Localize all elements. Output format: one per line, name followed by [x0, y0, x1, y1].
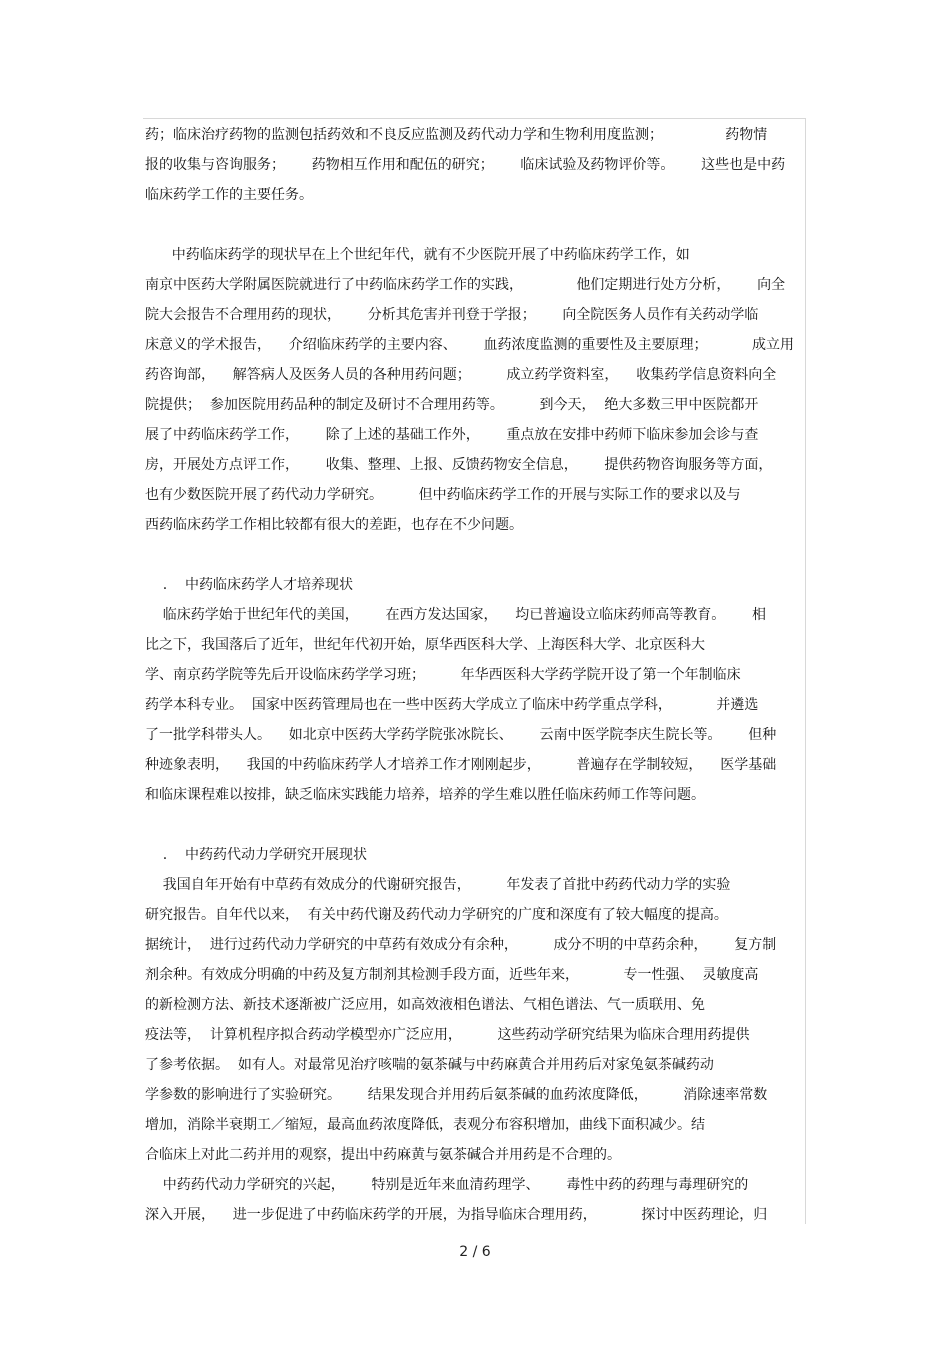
- text-line: 院提供； 参加医院用药品种的制定及研讨不合理用药等。 到今天， 绝大多数三甲中医院都开: [145, 397, 759, 413]
- text-line: 疫法等， 计算机程序拟合药动学模型亦广泛应用， 这些药动学研究结果为临床合理用药提供: [145, 1027, 750, 1043]
- text-line: 比之下，我国落后了近年，世纪年代初开始，原华西医科大学、上海医科大学、北京医科大: [145, 637, 705, 653]
- text-line: 房，开展处方点评工作， 收集、整理、上报、反馈药物安全信息， 提供药物咨询服务等方面，: [145, 457, 773, 473]
- text-line: 合临床上对此二药并用的观察，提出中药麻黄与氨茶碱合并用药是不合理的。: [145, 1147, 621, 1163]
- text-line: 南京中医药大学附属医院就进行了中药临床药学工作的实践， 他们定期进行处方分析， 向全: [145, 277, 786, 293]
- text-line: 床意义的学术报告， 介绍临床药学的主要内容、 血药浓度监测的重要性及主要原理； 成立用: [145, 337, 795, 353]
- text-line: 据统计， 进行过药代动力学研究的中草药有效成分有余种， 成分不明的中草药余种， 复方制: [145, 937, 777, 953]
- text-line: 院大会报告不合理用药的现状， 分析其危害并刊登于学报； 向全院医务人员作有关药动学临: [145, 307, 759, 323]
- text-line: 和临床课程难以按排，缺乏临床实践能力培养，培养的学生难以胜任临床药师工作等问题。: [145, 787, 705, 803]
- text-line: 临床药学始于世纪年代的美国， 在西方发达国家， 均已普遍设立临床药师高等教育。 相: [145, 607, 767, 623]
- text-line: 临床药学工作的主要任务。: [145, 187, 313, 203]
- text-line: 中药临床药学的现状早在上个世纪年代，就有不少医院开展了中药临床药学工作，如: [145, 247, 690, 263]
- text-line: 了一批学科带头人。 如北京中医药大学药学院张冰院长、 云南中医学院李庆生院长等。 但种: [145, 727, 777, 743]
- text-line: 我国自年开始有中草药有效成分的代谢研究报告， 年发表了首批中药药代动力学的实验: [145, 877, 731, 893]
- text-line: 药；临床治疗药物的监测包括药效和不良反应监测及药代动力学和生物利用度监测； 药物情: [145, 127, 768, 143]
- text-line: 学、南京药学院等先后开设临床药学学习班； 年华西医科大学药学院开设了第一个年制临床: [145, 667, 741, 683]
- text-line: 药学本科专业。 国家中医药管理局也在一些中医药大学成立了临床中药学重点学科， 并遴选: [145, 697, 759, 713]
- text-line: 报的收集与咨询服务； 药物相互作用和配伍的研究； 临床试验及药物评价等。 这些也是中药: [145, 157, 786, 173]
- text-line: 了参考依据。 如有人。对最常见治疗咳喘的氨茶碱与中药麻黄合并用药后对家兔氨茶碱药动: [145, 1057, 714, 1073]
- text-line: 深入开展， 进一步促进了中药临床药学的开展，为指导临床合理用药， 探讨中医药理论，归: [145, 1207, 768, 1223]
- text-line: 中药药代动力学研究的兴起， 特别是近年来血清药理学、 毒性中药的药理与毒理研究的: [145, 1177, 749, 1193]
- text-line: 展了中药临床药学工作， 除了上述的基础工作外， 重点放在安排中药师下临床参加会诊与查: [145, 427, 759, 443]
- text-line: 增加，消除半衰期工／缩短，最高血药浓度降低，表观分布容积增加，曲线下面积减少。结: [145, 1117, 705, 1133]
- text-line: 学参数的影响进行了实验研究。 结果发现合并用药后氨茶碱的血药浓度降低， 消除速率常数: [145, 1087, 768, 1103]
- text-line: 种迹象表明， 我国的中药临床药学人才培养工作才刚刚起步， 普遍存在学制较短， 医学基础: [145, 757, 777, 773]
- text-line: 剂余种。有效成分明确的中药及复方制剂其检测手段方面，近些年来， 专一性强、 灵敏度高: [145, 967, 759, 983]
- text-line: 西药临床药学工作相比较都有很大的差距，也存在不少问题。: [145, 517, 523, 533]
- text-line: 药咨询部， 解答病人及医务人员的各种用药问题； 成立药学资料室， 收集药学信息资料向全: [145, 367, 777, 383]
- text-line: 的新检测方法、新技术逐渐被广泛应用，如高效液相色谱法、气相色谱法、气一质联用、免: [145, 997, 705, 1013]
- section-heading: . 中药药代动力学研究开展现状: [145, 847, 368, 863]
- text-line: 也有少数医院开展了药代动力学研究。 但中药临床药学工作的开展与实际工作的要求以及与: [145, 487, 741, 503]
- text-line: 研究报告。自年代以来， 有关中药代谢及药代动力学研究的广度和深度有了较大幅度的提高。: [145, 907, 728, 923]
- page-number: 2 / 6: [459, 1244, 491, 1260]
- section-heading: . 中药临床药学人才培养现状: [145, 577, 354, 593]
